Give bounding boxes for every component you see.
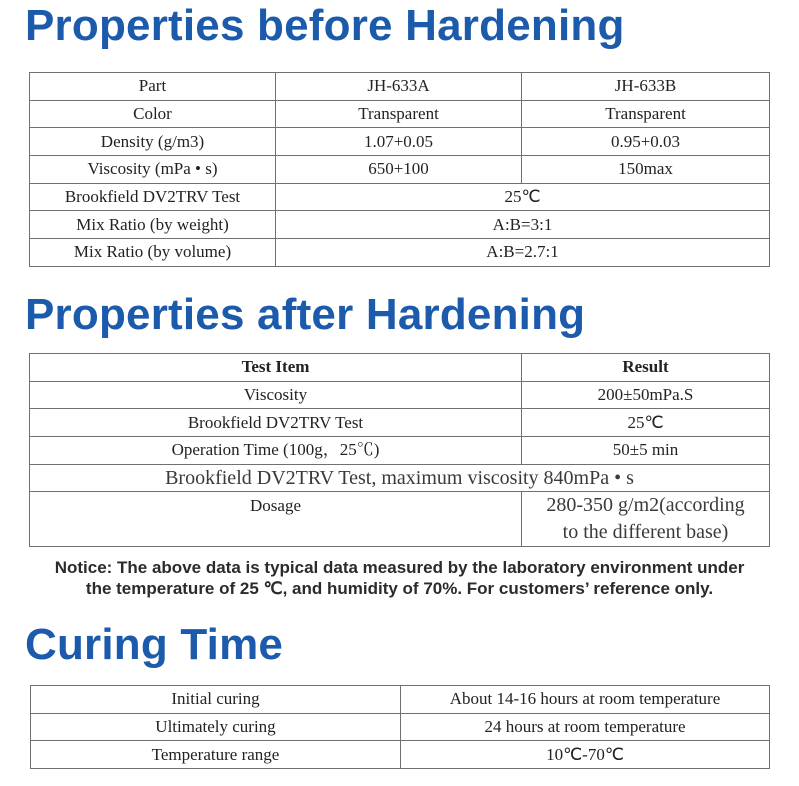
table-row: [30, 239, 770, 267]
table-row: [30, 464, 770, 492]
row-label-cell: Brookfield DV2TRV Test: [30, 183, 276, 211]
product-b-header-cell: JH-633B: [522, 73, 770, 101]
table-row: [30, 156, 770, 184]
viscosity-note-cell: Brookfield DV2TRV Test, maximum viscosity 840mPa • s: [30, 464, 770, 492]
merged-value-cell: A:B=2.7:1: [276, 239, 770, 267]
table-header-row: [30, 73, 770, 101]
notice-text: [0, 557, 799, 599]
table-row: [31, 741, 770, 769]
value-cell: 10℃-70℃: [401, 741, 770, 769]
dosage-value-line: to the different base): [562, 521, 729, 544]
test-item-header-cell: Test Item: [30, 354, 522, 382]
value-cell: 650+100: [276, 156, 522, 184]
value-cell: 25℃: [522, 409, 770, 437]
row-label-cell: Density (g/m3): [30, 128, 276, 156]
table-row: [30, 183, 770, 211]
section-title-after-hardening: Properties after Hardening: [25, 290, 586, 339]
row-label-cell: Viscosity (mPa • s): [30, 156, 276, 184]
dosage-value-cell: [522, 492, 770, 547]
table-row: [30, 211, 770, 239]
merged-value-cell: A:B=3:1: [276, 211, 770, 239]
row-label-cell: Color: [30, 100, 276, 128]
table-row: [30, 100, 770, 128]
value-cell: Transparent: [276, 100, 522, 128]
dosage-value-line: 280-350 g/m2(according: [546, 494, 745, 517]
row-label-cell: Viscosity: [30, 381, 522, 409]
value-cell: 0.95+0.03: [522, 128, 770, 156]
table-row: [31, 713, 770, 741]
section-title-curing-time: Curing Time: [25, 620, 284, 669]
curing-time-table: [30, 685, 770, 769]
value-cell: Transparent: [522, 100, 770, 128]
result-header-cell: Result: [522, 354, 770, 382]
properties-after-table: [29, 353, 770, 547]
value-cell: 50±5 min: [522, 437, 770, 465]
table-row: [30, 128, 770, 156]
notice-line: the temperature of 25 ℃, and humidity of 70%. For customers’ reference only.: [85, 579, 714, 598]
table-row: [30, 437, 770, 465]
row-label-cell: Ultimately curing: [31, 713, 401, 741]
row-label-cell: Initial curing: [31, 686, 401, 714]
table-header-row: [30, 354, 770, 382]
table-row: [30, 409, 770, 437]
row-label-cell: Mix Ratio (by weight): [30, 211, 276, 239]
row-label-cell: Brookfield DV2TRV Test: [30, 409, 522, 437]
part-header-cell: Part: [30, 73, 276, 101]
notice-line: Notice: The above data is typical data measured by the laboratory environment under: [54, 558, 745, 577]
table-row: [30, 492, 770, 547]
value-cell: 150max: [522, 156, 770, 184]
product-a-header-cell: JH-633A: [276, 73, 522, 101]
table-row: [31, 686, 770, 714]
properties-before-table: [29, 72, 770, 267]
dosage-label-cell: Dosage: [30, 492, 522, 547]
row-label-cell: Operation Time (100g，25℃): [30, 437, 522, 465]
value-cell: About 14-16 hours at room temperature: [401, 686, 770, 714]
row-label-cell: Mix Ratio (by volume): [30, 239, 276, 267]
table-row: [30, 381, 770, 409]
merged-value-cell: 25℃: [276, 183, 770, 211]
value-cell: 1.07+0.05: [276, 128, 522, 156]
value-cell: 200±50mPa.S: [522, 381, 770, 409]
row-label-cell: Temperature range: [31, 741, 401, 769]
value-cell: 24 hours at room temperature: [401, 713, 770, 741]
section-title-before-hardening: Properties before Hardening: [25, 1, 625, 50]
